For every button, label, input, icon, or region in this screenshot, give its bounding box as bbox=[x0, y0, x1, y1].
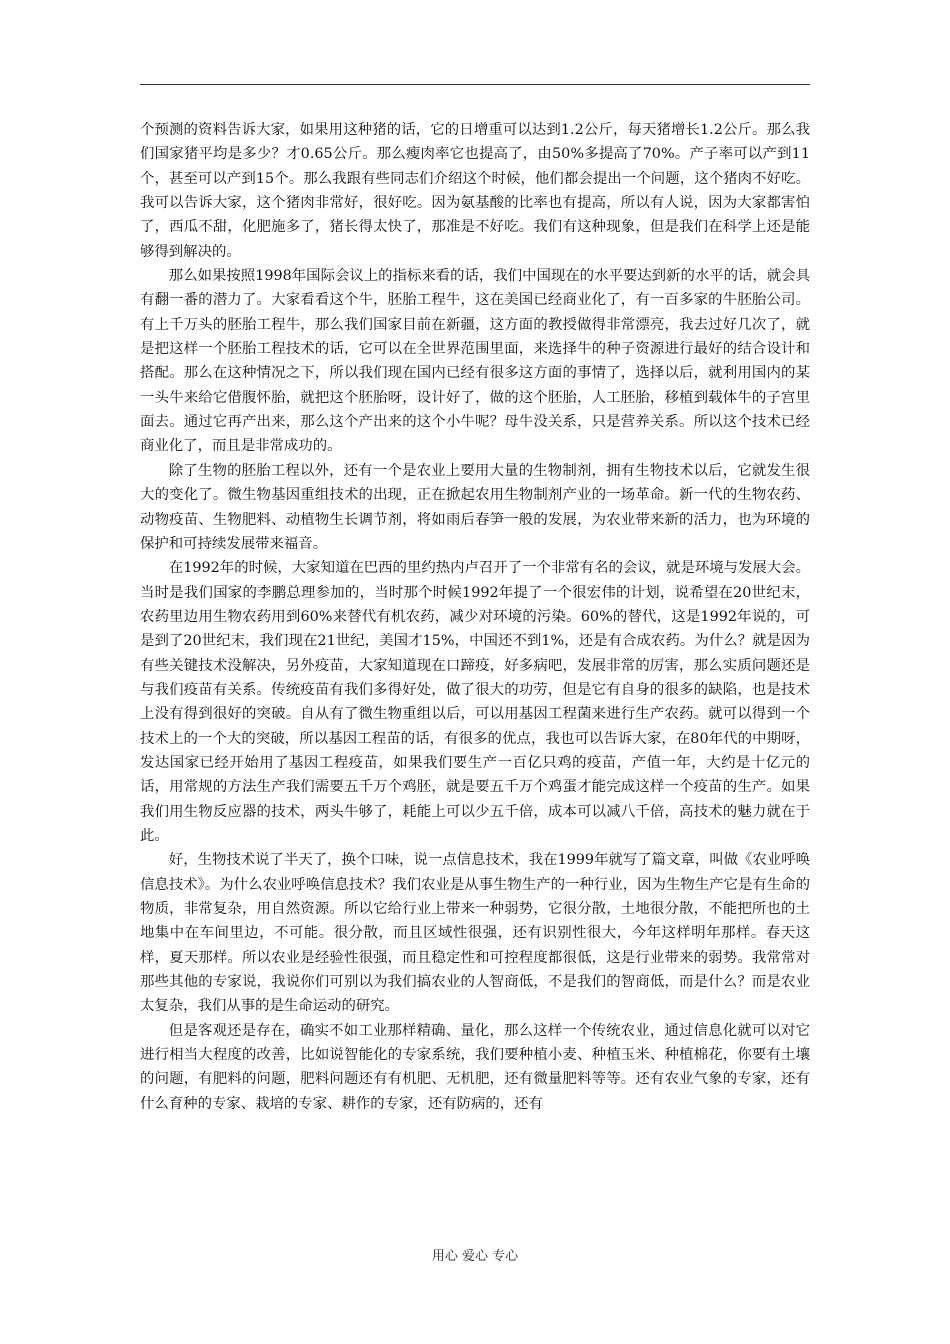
paragraph-2: 那么如果按照1998年国际会议上的指标来看的话，我们中国现在的水平要达到新的水平的话，就会具有翻一番的潜力了。大家看看这个牛，胚胎工程牛，这在美国已经商业化了，有一百多家的牛胚胎公司。有上千万头的胚胎工程牛，那么我们国家目前在新疆，这方面的教授做得非常漂亮，我去过好几次了，就是把这样一个胚胎工程技术的话，它可以在全世界范围里面，来选择牛的种子资源进行最好的结合设计和搭配。那么在这种情况之下，所以我们现在国内已经有很多这方面的事情了，选择以后，就利用国内的某一头牛来给它借腹怀胎，就把这个胚胎呀，设计好了，做的这个胚胎，人工胚胎，移植到载体牛的子宫里面去。通过它再产出来，那么这个产出来的这个小牛呢？母牛没关系，只是营养关系。所以这个技术已经商业化了，而且是非常成功的。 bbox=[140, 268, 810, 455]
body-text bbox=[140, 118, 810, 1116]
page-footer: 用心 爱心 专心 bbox=[431, 1249, 519, 1264]
paragraph-5: 好，生物技术说了半天了，换个口味，说一点信息技术，我在1999年就写了篇文章，叫做《农业呼唤信息技术》。为什么农业呼唤信息技术？我们农业是从事生物生产的一种行业，因为生物生产它是有生命的物质，非常复杂，用自然资源。所以它给行业上带来一种弱势，它很分散，土地很分散，不能把所也的土地集中在车间里边，不可能。很分散，而且区域性很强，还有识别性很大，今年这样明年那样。春天这样，夏天那样。所以农业是经验性很强，而且稳定性和可控程度都很低，这是行业带来的弱势。我常常对那些其他的专家说，我说你们可别以为我们搞农业的人智商低，不是我们的智商低，而是什么？而是农业太复杂，我们从事的是生命运动的研究。 bbox=[140, 852, 810, 1015]
paragraph-3: 除了生物的胚胎工程以外，还有一个是农业上要用大量的生物制剂，拥有生物技术以后，它就发生很大的变化了。微生物基因重组技术的出现，正在掀起农用生物制剂产业的一场革命。新一代的生物农药、动物疫苗、生物肥料、动植物生长调节剂，将如雨后春笋一般的发展，为农业带来新的活力，也为环境的保护和可持续发展带来福音。 bbox=[140, 462, 810, 552]
paragraph-6: 但是客观还是存在，确实不如工业那样精确、量化，那么这样一个传统农业，通过信息化就可以对它进行相当大程度的改善，比如说智能化的专家系统，我们要种植小麦、种植玉米、种植棉花，你要有土壤的问题，有肥料的问题，肥料问题还有有机肥、无机肥，还有微量肥料等等。还有农业气象的专家，还有什么育种的专家、栽培的专家、耕作的专家，还有防病的，还有 bbox=[140, 1022, 810, 1112]
paragraph-1: 个预测的资料告诉大家，如果用这种猪的话，它的日增重可以达到1.2公斤，每天猪增长1.2公斤。那么我们国家猪平均是多少？才0.65公斤。那么瘦肉率它也提高了，由50%多提高了70%。产子率可以产到11个，甚至可以产到15个。那么我跟有些同志们介绍这个时候，他们都会提出一个问题，这个猪肉不好吃。我可以告诉大家，这个猪肉非常好，很好吃。因为氨基酸的比率也有提高，所以有人说，因为大家都害怕了，西瓜不甜，化肥施多了，猪长得太快了，那准是不好吃。我们有这种现象，但是我们在科学上还是能够得到解决的。 bbox=[140, 122, 810, 260]
paragraph-4: 在1992年的时候，大家知道在巴西的里约热内卢召开了一个非常有名的会议，就是环境与发展大会。当时是我们国家的李鹏总理参加的，当时那个时候1992年提了一个很宏伟的计划，说希望在20世纪末，农药里边用生物农药用到60%来替代有机农药，减少对环境的污染。60%的替代，这是1992年说的，可是到了20世纪末，我们现在21世纪，美国才15%，中国还不到1%，还是有合成农药。为什么？就是因为有些关键技术没解决，另外疫苗，大家知道现在口蹄疫，好多病吧，发展非常的厉害，那么实质问题还是与我们疫苗有关系。传统疫苗有我们多得好处，做了很大的功劳，但是它有自身的很多的缺陷，也是技术上没有得到很好的突破。自从有了微生物重组以后，可以用基因工程菌来进行生产农药。就可以得到一个技术上的一个大的突破，所以基因工程苗的话，有很多的优点，我也可以告诉大家，在80年代的中期呀，发达国家已经开始用了基因工程疫苗，如果我们要生产一百亿只鸡的疫苗，产值一年，大约是十亿元的话，用常规的方法生产我们需要五千万个鸡胚，就是要五千万个鸡蛋才能完成这样一个疫苗的生产。如果我们用生物反应器的技术，两头牛够了，耗能上可以少五千倍，成本可以减八千倍，高技术的魅力就在于此。 bbox=[140, 560, 810, 844]
header-divider bbox=[140, 84, 810, 85]
